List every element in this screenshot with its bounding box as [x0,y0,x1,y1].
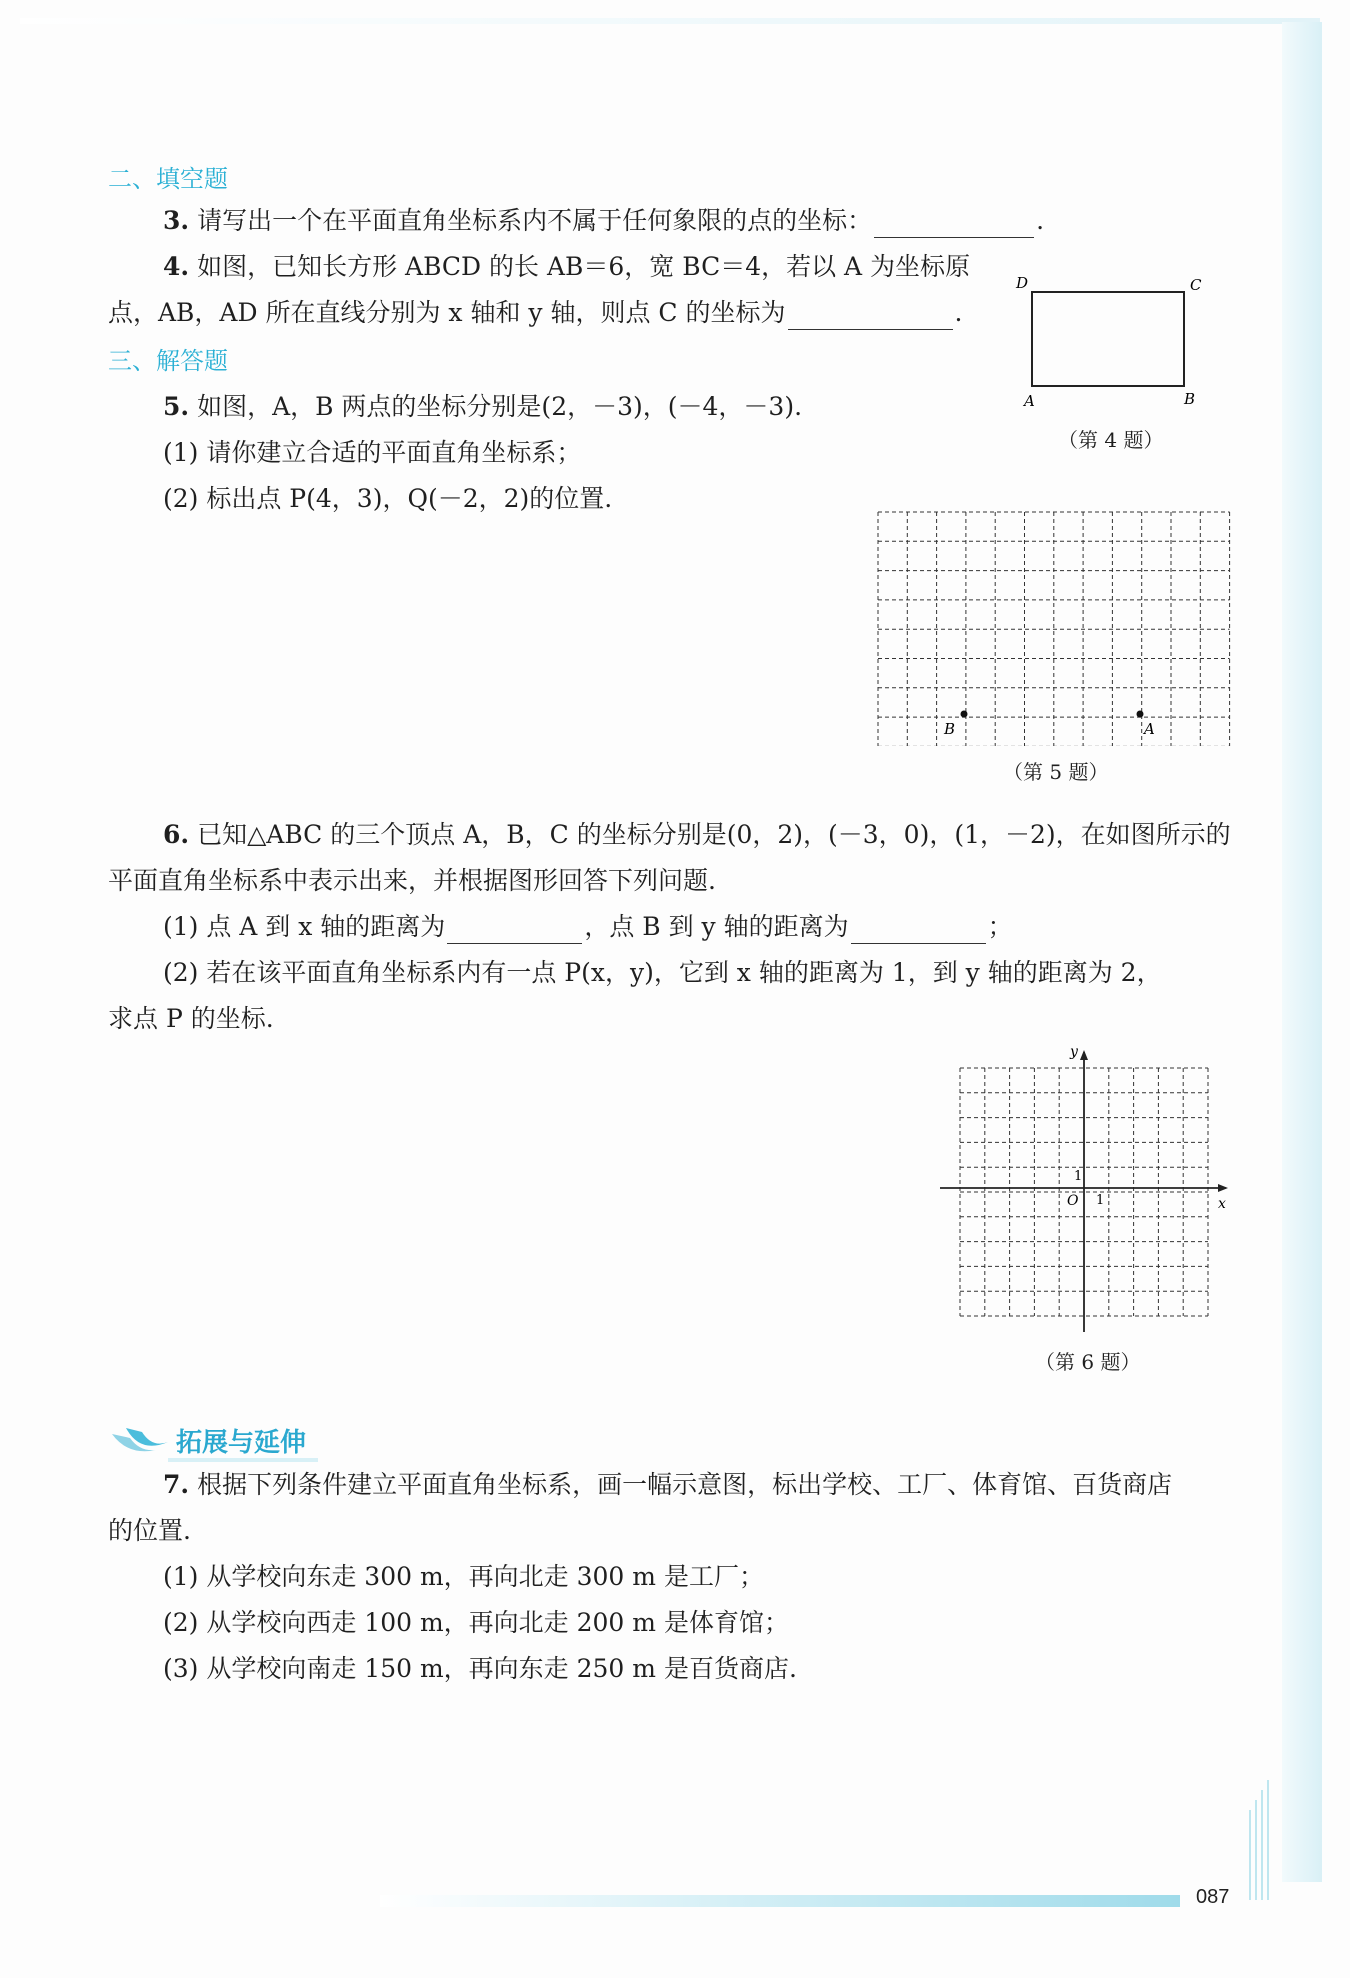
label-a: A [1024,392,1035,410]
label-point-a: A [1144,720,1155,738]
label-c: C [1190,276,1202,294]
label-d: D [1016,274,1029,292]
question-3-answer-blank[interactable] [874,211,1034,238]
right-decor-band [1282,22,1322,1882]
question-6-sub-2-line-2: 求点 P 的坐标. [108,1004,274,1033]
question-6-line-2: 平面直角坐标系中表示出来，并根据图形回答下列问题. [108,866,716,895]
question-7-number: 7. [163,1470,190,1499]
question-3-number: 3. [163,206,190,235]
question-3-text: 请写出一个在平面直角坐标系内不属于任何象限的点的坐标： [197,206,873,235]
question-7-text-1: 根据下列条件建立平面直角坐标系，画一幅示意图，标出学校、工厂、体育馆、百货商店 [197,1470,1173,1499]
figure-4-caption: （第 4 题） [1058,428,1164,452]
x-axis-label: x [1218,1196,1226,1212]
question-6-blank-2[interactable] [851,917,986,944]
label-b: B [1184,390,1196,408]
section-answer-heading: 三、解答题 [108,348,228,375]
figure-6-coordinate-plane [936,1040,1236,1340]
question-6-sub-1-part-a: (1) 点 A 到 x 轴的距离为 [163,912,446,941]
question-6-line-1 [163,818,1231,852]
question-4-answer-blank[interactable] [788,303,953,330]
point-a [1137,711,1144,718]
question-5-text-1: 如图，A，B 两点的坐标分别是(2，－3)，(－4，－3). [197,392,803,421]
question-5-sub-1: (1) 请你建立合适的平面直角坐标系； [163,438,582,467]
y-axis-arrow [1080,1050,1088,1060]
question-7-sub-1: (1) 从学校向东走 300 m，再向北走 300 m 是工厂； [163,1562,764,1591]
question-6-sub-1-part-b: ，点 B 到 y 轴的距离为 [584,912,849,941]
y-axis-label: y [1070,1044,1078,1060]
question-6-sub-1 [163,910,1013,944]
bottom-decor-bar [380,1895,1180,1907]
figure-6-caption: （第 6 题） [1035,1350,1141,1374]
question-7-sub-2: (2) 从学校向西走 100 m，再向北走 200 m 是体育馆； [163,1608,789,1637]
footer-vertical-lines [1248,1780,1272,1900]
question-4-number: 4. [163,252,190,281]
question-4-line-1 [163,250,970,284]
top-decor-band [20,18,1320,24]
question-4-text-1: 如图，已知长方形 ABCD 的长 AB＝6，宽 BC＝4，若以 A 为坐标原 [197,252,971,281]
label-point-b: B [944,720,956,738]
rectangle-abcd [1032,292,1184,386]
question-5-number: 5. [163,392,190,421]
section-fill-blank-heading: 二、填空题 [108,166,228,193]
question-6-blank-1[interactable] [447,917,582,944]
x-axis-arrow [1218,1184,1228,1192]
question-6-text-1: 已知△ABC 的三个顶点 A，B，C 的坐标分别是(0，2)，(－3，0)，(1，－2)，在如图所示的 [197,820,1231,849]
origin-label: O [1067,1193,1079,1209]
question-4-text-2: 点，AB，AD 所在直线分别为 x 轴和 y 轴，则点 C 的坐标为 [108,298,786,327]
question-4-line-2 [108,296,962,330]
question-7-line-2: 的位置. [108,1516,191,1545]
y-unit-label: 1 [1074,1169,1083,1184]
question-5-sub-2: (2) 标出点 P(4，3)，Q(－2，2)的位置. [163,484,613,513]
question-4-end: . [954,298,963,327]
question-3 [163,204,1044,238]
figure-5-caption: （第 5 题） [1003,760,1109,784]
point-b [961,711,968,718]
question-6-sub-2: (2) 若在该平面直角坐标系内有一点 P(x，y)，它到 x 轴的距离为 1，到 y 轴的距离为 2， [163,958,1162,987]
figure-4-rectangle [1010,270,1220,410]
x-unit-label: 1 [1096,1193,1105,1208]
question-3-end: . [1036,206,1045,235]
question-6-sub-1-end: ； [987,912,1013,941]
question-6-number: 6. [163,820,190,849]
question-7-sub-3: (3) 从学校向南走 150 m，再向东走 250 m 是百货商店. [163,1654,797,1683]
figure-5-grid [876,510,1232,746]
question-5-line-1 [163,390,802,424]
grid-5-lines [878,512,1230,746]
question-7-line-1 [163,1468,1172,1502]
extension-heading: 拓展与延伸 [176,1427,307,1457]
page-number: 087 [1196,1886,1230,1908]
